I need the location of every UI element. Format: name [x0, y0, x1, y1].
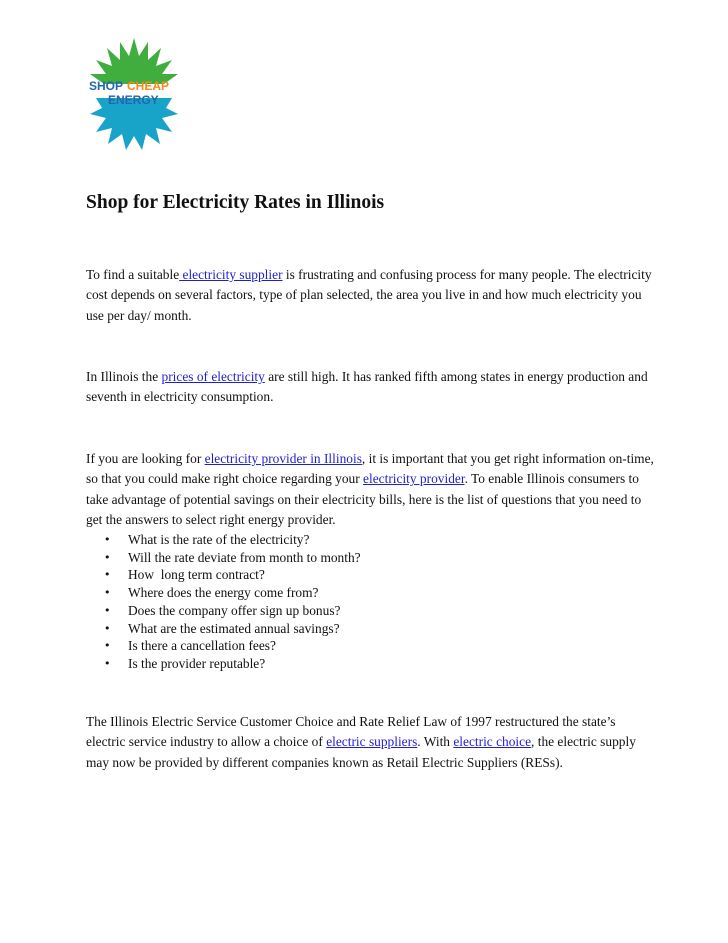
link-electric-suppliers[interactable]: electric suppliers	[326, 734, 418, 750]
logo-starburst-icon	[86, 36, 182, 152]
link-prices-of-electricity[interactable]: prices of electricity	[161, 369, 265, 384]
logo-text-cheap: CHEAP	[127, 79, 170, 93]
link-electric-choice[interactable]: electric choice	[453, 734, 532, 750]
paragraph-illinois-prices	[86, 367, 656, 408]
logo-text-energy: ENERGY	[108, 93, 159, 107]
paragraph-provider-info	[86, 449, 656, 530]
text-segment: . With	[417, 734, 454, 750]
text-segment: , the electric supply may now be provided by different companies known as Retail Electric Suppliers (RESs).	[86, 734, 636, 770]
list-item: • Will the rate deviate from month to month?	[104, 549, 361, 567]
list-item: • How long term contract?	[104, 566, 361, 584]
shop-cheap-energy-logo	[86, 36, 182, 152]
list-item: • What are the estimated annual savings?	[104, 620, 361, 638]
list-item: • Does the company offer sign up bonus?	[104, 602, 361, 620]
text-segment: The Illinois Electric Service Customer Choice and Rate Relief Law of 1997 restructured the state’s electric service industry to allow a choice of	[86, 714, 616, 750]
page-title: Shop for Electricity Rates in Illinois	[86, 192, 385, 213]
text-segment: is frustrating and confusing process for many people. The electricity cost depends on several factors, type of plan selected, the area you live in and how much electricity you use per day/ month.	[86, 267, 652, 323]
paragraph-law-1997	[86, 712, 656, 773]
link-electricity-provider-in-illinois[interactable]: electricity provider in Illinois	[204, 451, 362, 466]
text-segment: To find a suitable	[86, 267, 180, 282]
text-segment: are still high. It has ranked fifth among states in energy production and seventh in electricity consumption.	[86, 369, 648, 405]
logo-text-shop: SHOP	[89, 79, 124, 93]
text-segment: , it is important that you get right information on-time, so that you could make right choice regarding your	[86, 451, 654, 487]
text-segment: In Illinois the	[86, 369, 162, 384]
link-electricity-provider[interactable]: electricity provider	[363, 471, 465, 487]
text-segment: . To enable Illinois consumers to take advantage of potential savings on their electricity bills, here is the list of questions that you need to get the answers to select right energy provider.	[86, 471, 642, 527]
list-item: • What is the rate of the electricity?	[104, 531, 361, 549]
paragraph-intro	[86, 265, 656, 326]
list-item: • Is there a cancellation fees?	[104, 637, 361, 655]
text-segment: If you are looking for	[86, 451, 205, 466]
list-item: • Where does the energy come from?	[104, 584, 361, 602]
link-electricity-supplier[interactable]: electricity supplier	[179, 267, 283, 282]
list-item: • Is the provider reputable?	[104, 655, 361, 673]
questions-list	[104, 531, 361, 673]
